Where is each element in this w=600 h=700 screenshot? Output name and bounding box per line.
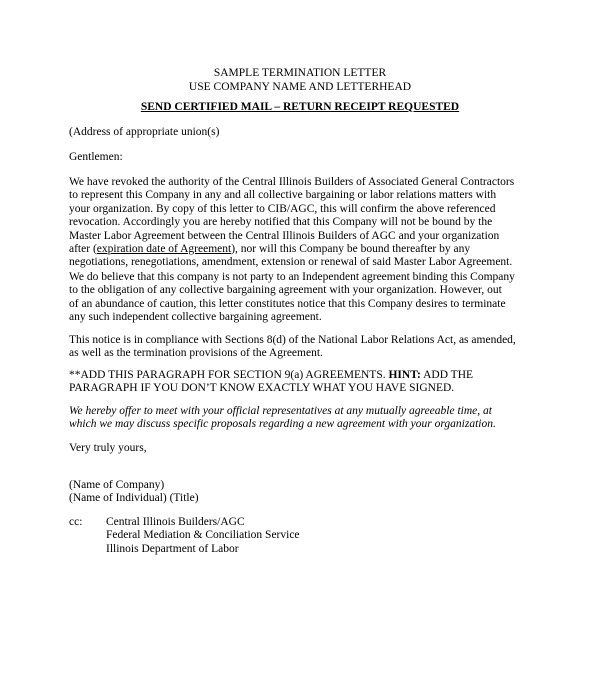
text-line [69, 243, 539, 256]
cc-recipient: Central Illinois Builders/AGC [106, 516, 245, 528]
hint-label: HINT: [388, 369, 421, 381]
text-fragment: ADD THE [420, 369, 474, 381]
paragraph-compliance [69, 334, 539, 361]
text-line [69, 369, 539, 382]
cc-label: cc: [69, 516, 83, 528]
text-line: Master Labor Agreement between the Central Illinois Builders of AGC and your organization [69, 229, 500, 242]
cc-recipient: Illinois Department of Labor [106, 542, 239, 555]
text-fragment: ), nor will this Company be bound thereafter by any [231, 243, 471, 256]
mail-instruction-text: SEND CERTIFIED MAIL – RETURN RECEIPT REQUESTED [140, 101, 460, 113]
text-line: We hereby offer to meet with your official representatives at any mutually agreeable time, at [69, 405, 492, 417]
text-line: which we may discuss specific proposals regarding a new agreement with your organization. [69, 418, 496, 431]
salutation: Gentlemen: [69, 151, 123, 163]
text-line: We have revoked the authority of the Central Illinois Builders of Associated General Contractors [69, 176, 515, 188]
text-line: negotiations, renegotiations, amendment, extension or renewal of said Master Labor Agreement. [69, 256, 513, 269]
text-fragment: after ( [69, 243, 97, 256]
paragraph-section-9a-note [69, 369, 539, 396]
text-line: revocation. Accordingly you are hereby notified that this Company will not be bound by the [69, 216, 493, 229]
individual-name-placeholder: (Name of Individual) (Title) [69, 492, 199, 505]
company-name-placeholder: (Name of Company) [69, 479, 165, 491]
text-line: to represent this Company in any and all collective bargaining or labor relations matters with [69, 189, 497, 202]
cc-recipient: Federal Mediation & Conciliation Service [106, 529, 300, 542]
text-line: We do believe that this company is not party to an Independent agreement binding this Company [69, 271, 515, 283]
text-line: any such independent collective bargaining agreement. [69, 311, 322, 324]
text-fragment: **ADD THIS PARAGRAPH FOR SECTION 9(a) AGREEMENTS. [69, 369, 389, 381]
signature-block [69, 479, 539, 506]
text-line: PARAGRAPH IF YOU DON’T KNOW EXACTLY WHAT YOU HAVE SIGNED. [69, 382, 455, 395]
paragraph-independent-agreement [69, 271, 539, 325]
text-line: This notice is in compliance with Sections 8(d) of the National Labor Relations Act, as amended, [69, 334, 516, 346]
address-placeholder: (Address of appropriate union(s) [69, 126, 220, 138]
text-line: your organization. By copy of this letter to CIB/AGC, this will confirm the above referenced [69, 202, 496, 215]
expiration-date-placeholder: expiration date of Agreement [96, 243, 232, 256]
mail-instruction [0, 101, 600, 114]
letter-title: SAMPLE TERMINATION LETTER [213, 67, 387, 79]
text-line: to the obligation of any collective bargaining agreement with your organization. However, out [69, 284, 502, 297]
paragraph-revocation [69, 176, 539, 270]
closing: Very truly yours, [69, 442, 147, 454]
cc-recipients [106, 516, 546, 556]
text-line: as well as the termination provisions of the Agreement. [69, 347, 323, 360]
paragraph-meeting-offer [69, 405, 539, 432]
letterhead-instruction: USE COMPANY NAME AND LETTERHEAD [188, 81, 412, 93]
text-line: of an abundance of caution, this letter constitutes notice that this Company desires to terminate [69, 297, 506, 310]
